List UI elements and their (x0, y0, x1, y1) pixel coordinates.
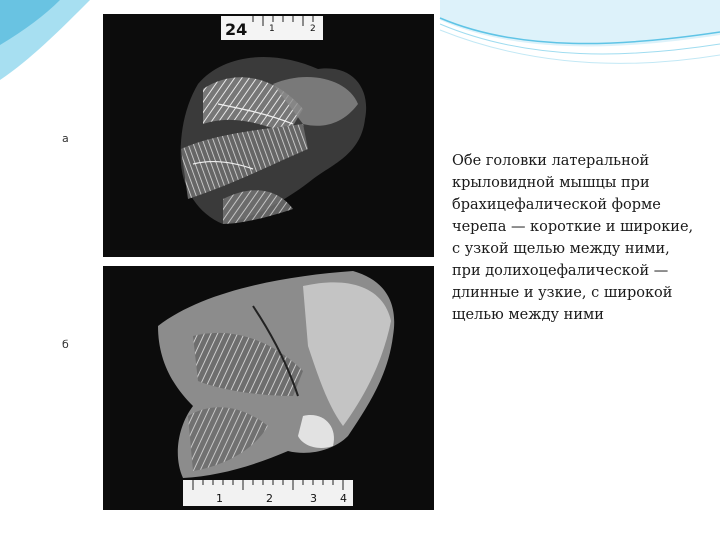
muscle-specimen-b (158, 271, 394, 478)
muscle-specimen-a (181, 57, 367, 224)
specimen-photo-a (103, 14, 434, 257)
slide-caption: Обе головки латеральной крыловидной мышцы при брахицефалической форме черепа — короткие и широкие, с узкой щелью между ними, при долихоцефалической — длинные и узкие, с широкой щелью между ними (452, 153, 694, 323)
ruler-b-mark-1: 1 (216, 492, 223, 505)
ruler-b (183, 480, 353, 506)
ruler-a-mark-2: 2 (310, 24, 316, 34)
specimen-photo-b (103, 266, 434, 510)
ruler-a-mark-1: 1 (269, 24, 275, 34)
ruler-a (221, 16, 323, 40)
panel-label-a: а (62, 132, 69, 145)
ruler-a-number: 24 (225, 20, 248, 39)
ruler-b-mark-4: 4 (340, 492, 347, 505)
ruler-b-mark-3: 3 (310, 492, 317, 505)
panel-label-b: б (62, 338, 69, 351)
ruler-b-mark-2: 2 (266, 492, 273, 505)
